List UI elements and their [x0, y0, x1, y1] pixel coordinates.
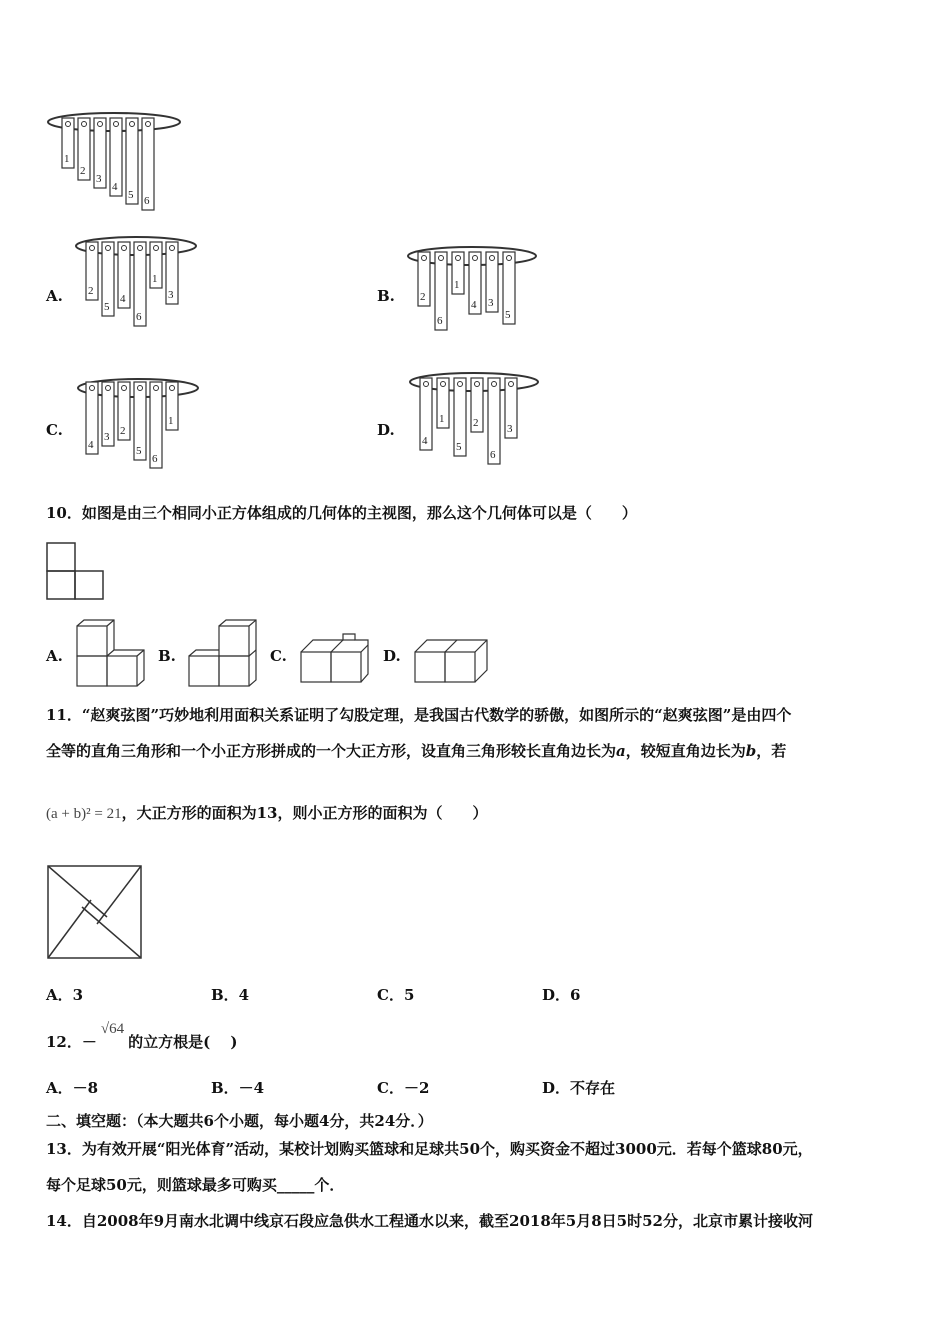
q12-option-a[interactable]: A．－8	[46, 1079, 99, 1097]
q10-option-d-label[interactable]: D.	[383, 647, 401, 665]
q9-option-c-label[interactable]: C.	[46, 421, 63, 439]
tag-number: 5	[456, 441, 462, 453]
q12-radical: √64	[100, 1021, 125, 1037]
tag-number: 2	[80, 165, 86, 177]
q12-option-d[interactable]: D．不存在	[542, 1079, 616, 1097]
q10-option-b-label[interactable]: B.	[158, 647, 176, 665]
q13-blank[interactable]: _____	[276, 1176, 315, 1194]
tag-number: 6	[144, 195, 150, 207]
q11-option-c[interactable]: C．5	[377, 986, 415, 1004]
tag-number: 4	[422, 435, 428, 447]
q13-line-2b: 个．	[314, 1176, 345, 1194]
zhao-shuang-chord-figure	[46, 864, 144, 964]
q9-stem-figure	[46, 108, 186, 222]
q13-line-1: 13．为有效开展“阳光体育”活动，某校计划购买篮球和足球共50个，购买资金不超过3000元．若每个篮球80元，	[46, 1140, 813, 1158]
tag-number: 4	[88, 439, 94, 451]
q9-option-a-figure[interactable]	[74, 232, 204, 346]
tag-number: 2	[473, 417, 479, 429]
tag-number: 4	[112, 181, 118, 193]
tag-number: 3	[104, 431, 110, 443]
tag-number: 3	[507, 423, 513, 435]
q11-line-1: 11．“赵爽弦图”巧妙地利用面积关系证明了勾股定理，是我国古代数学的骄傲，如图所示的“赵爽弦图”是由四个	[46, 706, 792, 724]
tag-number: 1	[64, 153, 70, 165]
tag-number: 3	[488, 297, 494, 309]
tag-number: 1	[454, 279, 460, 291]
tag-number: 4	[471, 299, 477, 311]
tag-number: 6	[490, 449, 496, 461]
tag-number: 1	[439, 413, 445, 425]
q10-option-d-figure[interactable]	[412, 636, 492, 692]
q10-option-c-figure[interactable]	[298, 632, 370, 692]
q13-line-2a: 每个足球50元，则篮球最多可购买	[46, 1176, 277, 1194]
q11-line-2c: ，若	[756, 742, 787, 760]
q11-var-b: b	[745, 742, 757, 760]
tag-number: 3	[96, 173, 102, 185]
q12-suffix: 的立方根是( )	[128, 1033, 238, 1051]
q11-line-2a: 全等的直角三角形和一个小正方形拼成的一个大正方形，设直角三角形较长直角边长为	[46, 742, 617, 760]
tag-number: 6	[437, 315, 443, 327]
tag-number: 6	[136, 311, 142, 323]
hoop-figure-stem	[46, 108, 186, 218]
q11-line-3-text: ，大正方形的面积为13，则小正方形的面积为（ ）	[121, 804, 488, 822]
q10-stem: 10．如图是由三个相同小正方体组成的几何体的主视图，那么这个几何体可以是（ ）	[46, 504, 637, 522]
section-2-heading: 二、填空题：（本大题共6个小题，每小题4分，共24分．）	[46, 1112, 433, 1130]
q9-option-d-figure[interactable]	[408, 368, 548, 482]
tag-number: 1	[152, 273, 158, 285]
q11-var-a: a	[616, 742, 626, 760]
q11-option-b[interactable]: B．4	[211, 986, 250, 1004]
tag-number: 4	[120, 293, 126, 305]
tag-number: 1	[168, 415, 174, 427]
q9-option-b-figure[interactable]	[406, 242, 546, 346]
q11-formula: (a + b)² = 21	[46, 806, 122, 822]
tag-number: 5	[505, 309, 511, 321]
q12-prefix: 12．－	[46, 1033, 97, 1051]
q12-option-b[interactable]: B．－4	[211, 1079, 265, 1097]
q10-front-view	[46, 542, 106, 606]
tag-number: 5	[128, 189, 134, 201]
q10-option-a-label[interactable]: A.	[46, 647, 63, 665]
tag-number: 2	[120, 425, 126, 437]
tag-number: 6	[152, 453, 158, 465]
tag-number: 5	[104, 301, 110, 313]
q9-option-c-figure[interactable]	[76, 372, 206, 486]
q12-stem	[46, 1021, 238, 1053]
q11-line-2b: ，较短直角边长为	[625, 742, 746, 760]
q11-option-d[interactable]: D．6	[542, 986, 581, 1004]
q11-option-a[interactable]: A．3	[46, 986, 84, 1004]
tag-number: 3	[168, 289, 174, 301]
tag-number: 5	[136, 445, 142, 457]
q9-option-d-label[interactable]: D.	[377, 421, 395, 439]
q10-option-b-figure[interactable]	[186, 618, 256, 692]
q13-line-2	[46, 1175, 344, 1195]
q9-option-a-label[interactable]: A.	[46, 287, 63, 305]
q11-line-2	[46, 741, 786, 761]
q9-option-b-label[interactable]: B.	[377, 287, 395, 305]
q10-option-c-label[interactable]: C.	[270, 647, 287, 665]
tag-number: 2	[88, 285, 94, 297]
q12-option-c[interactable]: C．－2	[377, 1079, 430, 1097]
q10-option-a-figure[interactable]	[74, 618, 144, 692]
q14-line-1: 14．自2008年9月南水北调中线京石段应急供水工程通水以来，截至2018年5月8日5时52分，北京市累计接收河	[46, 1212, 813, 1230]
q11-line-3	[46, 803, 487, 824]
tag-number: 2	[420, 291, 426, 303]
